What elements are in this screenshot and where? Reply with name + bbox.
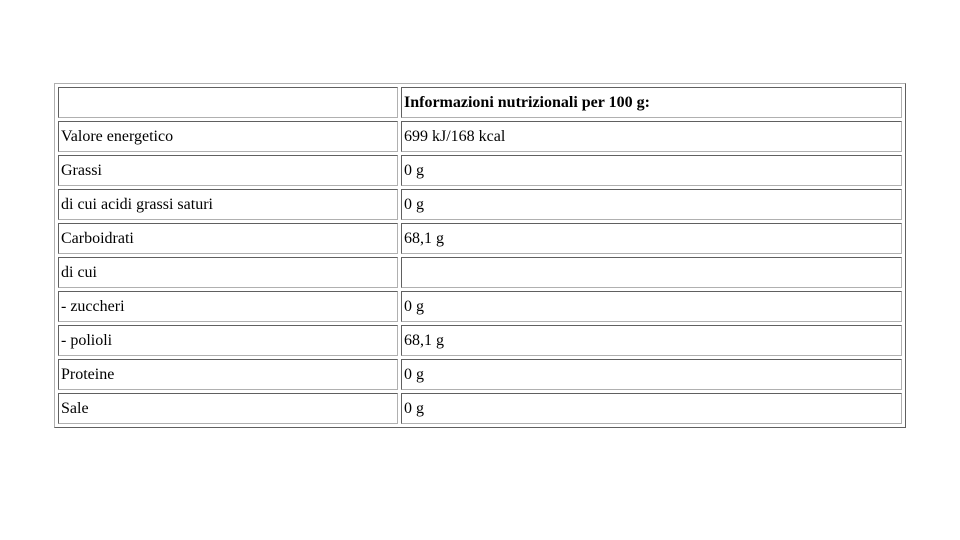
table-row — [58, 121, 902, 152]
nutrient-label: - polioli — [58, 325, 398, 356]
table-row — [58, 359, 902, 390]
table-row — [58, 189, 902, 220]
nutrient-label: Proteine — [58, 359, 398, 390]
table-row — [58, 291, 902, 322]
table-row — [58, 257, 902, 288]
header-title-cell: Informazioni nutrizionali per 100 g: — [401, 87, 902, 118]
nutrient-label: di cui — [58, 257, 398, 288]
nutrient-value: 68,1 g — [401, 325, 902, 356]
nutrient-label: Grassi — [58, 155, 398, 186]
table-row — [58, 155, 902, 186]
table-row — [58, 223, 902, 254]
nutrient-value: 68,1 g — [401, 223, 902, 254]
nutrient-label: di cui acidi grassi saturi — [58, 189, 398, 220]
table-header-row — [58, 87, 902, 118]
nutrient-value: 0 g — [401, 393, 902, 424]
table-row — [58, 393, 902, 424]
nutrient-value: 0 g — [401, 359, 902, 390]
nutrient-value — [401, 257, 902, 288]
nutrient-label: Valore energetico — [58, 121, 398, 152]
nutrient-value: 0 g — [401, 155, 902, 186]
nutrient-label: - zuccheri — [58, 291, 398, 322]
table-row — [58, 325, 902, 356]
nutrient-value: 699 kJ/168 kcal — [401, 121, 902, 152]
nutrient-label: Sale — [58, 393, 398, 424]
header-label-cell — [58, 87, 398, 118]
nutrient-label: Carboidrati — [58, 223, 398, 254]
nutrient-value: 0 g — [401, 291, 902, 322]
nutrient-value: 0 g — [401, 189, 902, 220]
nutrition-table — [54, 83, 906, 428]
